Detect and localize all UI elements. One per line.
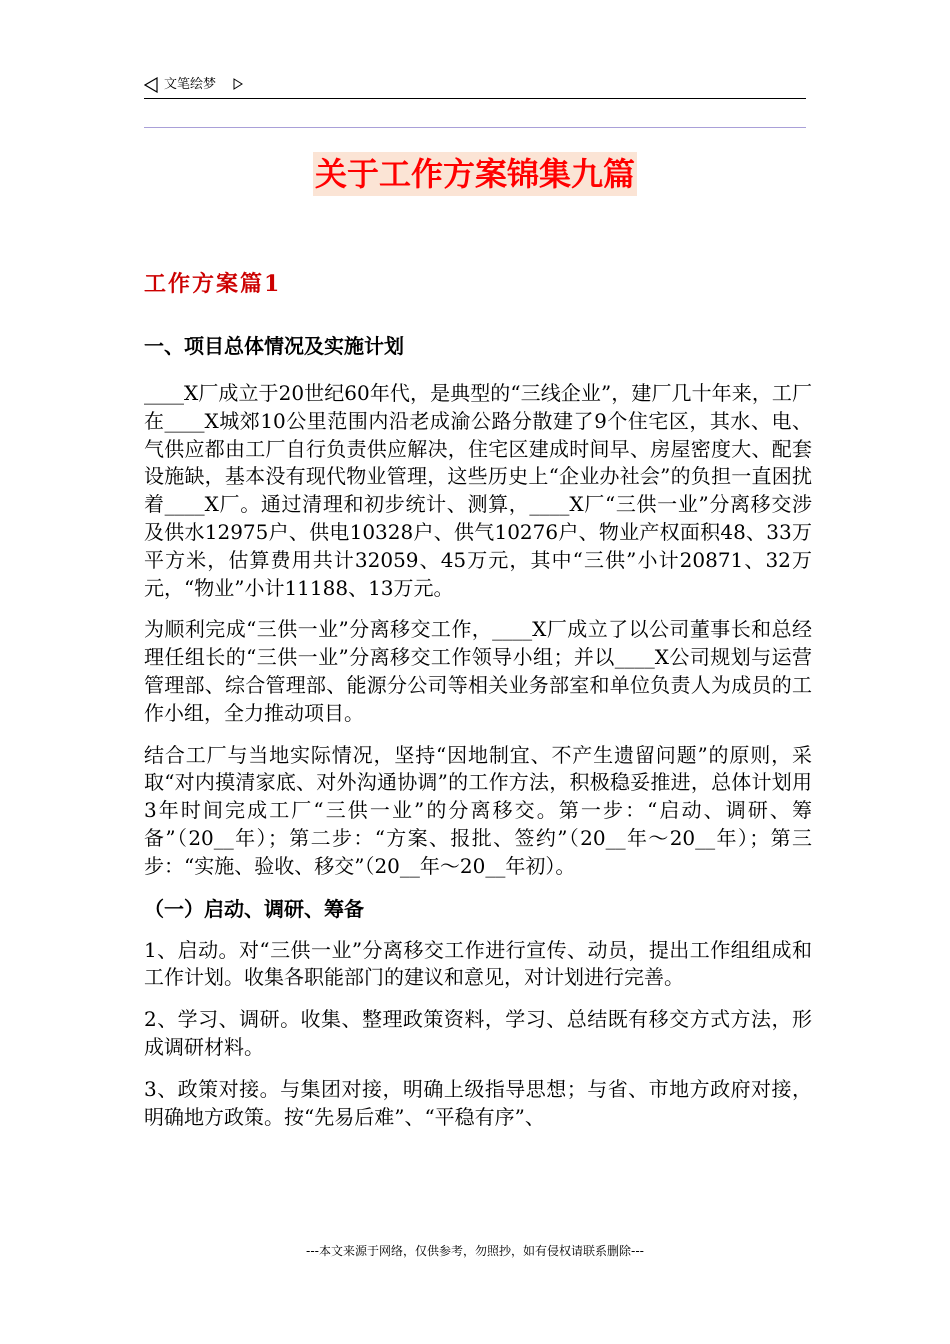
list-item-2: 2、学习、调研。收集、整理政策资料，学习、总结既有移交方式方法，形成调研材料。 <box>144 1007 812 1059</box>
right-triangle-icon <box>233 78 243 90</box>
title-rule <box>144 127 806 128</box>
document-body <box>144 268 812 1131</box>
page-footer: ---本文来源于网络，仅供参考，勿照抄，如有侵权请联系删除--- <box>306 1244 644 1258</box>
brand-name: 文笔绘梦 <box>164 77 217 92</box>
list-item-1: 1、启动。对“三供一业”分离移交工作进行宣传、动员，提出工作组组成和工作计划。收集各职能部门的建议和意见，对计划进行完善。 <box>144 937 812 990</box>
left-triangle-icon <box>144 77 158 93</box>
subheading-startup: （一）启动、调研、筹备 <box>144 896 364 921</box>
document-title: 关于工作方案锦集九篇 <box>313 152 637 196</box>
page-header <box>144 74 806 98</box>
section-title: 工作方案篇1 <box>144 271 282 297</box>
header-rule <box>144 98 806 99</box>
paragraph-2: 为顺利完成“三供一业”分离移交工作，____X厂成立了以公司董事长和总经理任组长的“三供一业”分离移交工作领导小组；并以____X公司规划与运营管理部、综合管理部、能源分公司等相关业务部室和单位负责人为成员的工作小组，全力推动项目。 <box>144 617 812 725</box>
heading-project-overview: 一、项目总体情况及实施计划 <box>144 334 404 358</box>
document-title-wrap <box>0 152 950 196</box>
list-item-3: 3、政策对接。与集团对接，明确上级指导思想；与省、市地方政府对接，明确地方政策。按“先易后难”、“平稳有序”、 <box>144 1076 812 1129</box>
paragraph-3: 结合工厂与当地实际情况，坚持“因地制宜、不产生遗留问题”的原则，采取“对内摸清家底、对外沟通协调”的工作方法，积极稳妥推进，总体计划用3年时间完成工厂“三供一业”的分离移交。第一步：“启动、调研、筹备”（20__年）；第二步：“方案、报批、签约”（20__年～20__年）；第三步：“实施、验收、移交”（20__年～20__年初）。 <box>144 742 812 878</box>
paragraph-1: ____X厂成立于20世纪60年代，是典型的“三线企业”，建厂几十年来，工厂在____X城郊10公里范围内沿老成渝公路分散建了9个住宅区，其水、电、气供应都由工厂自行负责供应解决，住宅区建成时间早、房屋密度大、配套设施缺，基本没有现代物业管理，这些历史上“企业办社会”的负担一直困扰着____X厂。通过清理和初步统计、测算，____X厂“三供一业”分离移交涉及供水12975户、供电10328户、供气10276户、物业产权面积48、33万平方米，估算费用共计32059、45万元，其中“三供”小计20871、32万元，“物业”小计11188、13万元。 <box>144 381 812 600</box>
